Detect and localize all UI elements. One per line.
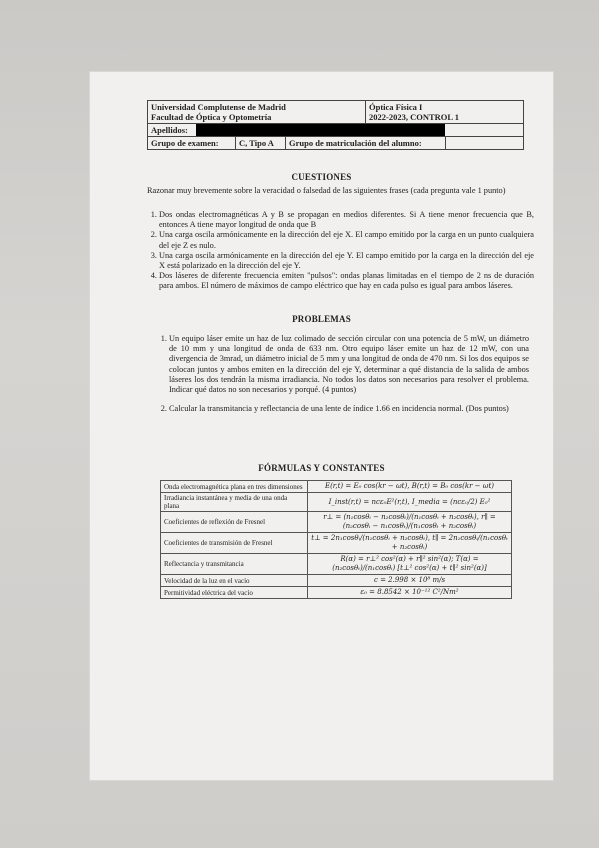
formulas-title: FÓRMULAS Y CONSTANTES xyxy=(258,463,385,473)
formula-row xyxy=(161,587,512,599)
surname-blank xyxy=(445,124,523,136)
formula-value: t⊥ = 2n₁cosθᵢ/(n₁cosθᵢ + n₂cosθₜ), t∥ = 2n₁cosθᵢ/(n₁cosθₜ + n₂cosθᵢ) xyxy=(308,533,512,554)
course-cell xyxy=(366,101,523,123)
formula-value: R(α) = r⊥² cos²(α) + r∥² sin²(α); T(α) = (n₂cosθₜ)/(n₁cosθᵢ) [t⊥² cos²(α) + t∥² sin²(α)] xyxy=(308,554,512,575)
formula-label: Coeficientes de reflexión de Fresnel xyxy=(161,512,308,533)
institution-cell xyxy=(148,101,366,123)
problemas-title: PROBLEMAS xyxy=(292,314,351,324)
formula-value: c = 2.998 × 10⁸ m/s xyxy=(308,575,512,587)
enrollment-label: Grupo de matriculación del alumno: xyxy=(286,137,446,149)
exam-name: 2022-2023, CONTROL 1 xyxy=(369,112,459,122)
exam-sheet xyxy=(90,72,553,780)
cuestion-item: 2. Una carga oscila armónicamente en la dirección del eje X. El campo emitido por la carga en un punto cualquiera del eje Z es nulo. xyxy=(159,230,534,250)
university-name: Universidad Complutense de Madrid xyxy=(151,102,286,112)
problema-item: 2. Calcular la transmitancia y reflectancia de una lente de índice 1.66 en incidencia normal. (Dos puntos) xyxy=(169,404,529,414)
cuestion-item: 1. Dos ondas electromagnéticas A y B se propagan en medios diferentes. Si A tiene menor frecuencia que B, entonces A tiene mayor longitud de onda que B xyxy=(159,210,534,230)
course-name: Óptica Física I xyxy=(369,102,423,112)
formula-label: Velocidad de la luz en el vacío xyxy=(161,575,308,587)
problemas-list xyxy=(157,334,529,423)
formula-label: Reflectancia y transmitancia xyxy=(161,554,308,575)
formula-value: E(r,t) = E₀ cos(kr − ωt), B(r,t) = B₀ cos(kr − ωt) xyxy=(308,481,512,493)
group-label: Grupo de examen: xyxy=(148,137,236,149)
formula-row xyxy=(161,575,512,587)
formula-label: Permitividad eléctrica del vacío xyxy=(161,587,308,599)
formula-row xyxy=(161,512,512,533)
formula-label: Coeficientes de transmisión de Fresnel xyxy=(161,533,308,554)
formulas-table xyxy=(160,480,512,599)
cuestiones-title: CUESTIONES xyxy=(291,172,352,182)
formula-row xyxy=(161,533,512,554)
problema-item: 1. Un equipo láser emite un haz de luz colimado de sección circular con una potencia de 5 mW, un diámetro de 10 mm y una longitud de onda de 633 nm. Otro equipo láser emite un haz de 12 mW, con una divergencia de 3mrad, un diámetro inicial de 5 mm y una longitud de onda de 470 nm. Si los dos equipos se colocan juntos y ambos emiten en la dirección del eje Y, determinar a qué distancia de la salida de ambos láseres los dos tendrán la misma irradiancia. No todos los datos son necesarios para resolver el problema. Indicar qué datos no son necesarios y porqué. (4 puntos) xyxy=(169,334,529,395)
cuestion-item: 3. Una carga oscila armónicamente en la dirección del eje Y. El campo emitido por la carga en la dirección del eje X está polarizado en la dirección del eje Y. xyxy=(159,251,534,271)
enrollment-value xyxy=(446,137,523,149)
cuestiones-intro: Razonar muy brevemente sobre la veracidad o falsedad de las siguientes frases (cada pregunta vale 1 punto) xyxy=(147,186,506,195)
redacted-surname xyxy=(196,124,445,136)
cuestiones-list xyxy=(147,210,534,292)
group-value: C, Tipo A xyxy=(236,137,286,149)
faculty-name: Facultad de Óptica y Optometría xyxy=(151,112,272,122)
formula-label: Onda electromagnética plana en tres dimensiones xyxy=(161,481,308,493)
formula-row xyxy=(161,554,512,575)
header-table xyxy=(147,100,524,150)
formula-label: Irradiancia instantánea y media de una onda plana xyxy=(161,493,308,512)
formula-value: ε₀ = 8.8542 × 10⁻¹² C²/Nm² xyxy=(308,587,512,599)
formula-value: r⊥ = (n₁cosθᵢ − n₂cosθₜ)/(n₁cosθᵢ + n₂cosθₜ), r∥ = (n₂cosθᵢ − n₁cosθₜ)/(n₁cosθₜ + n₂cosθᵢ) xyxy=(308,512,512,533)
formula-row xyxy=(161,481,512,493)
cuestion-item: 4. Dos láseres de diferente frecuencia emiten "pulsos": ondas planas limitadas en el tiempo de 2 ns de duración para ambos. El número de máximos de campo eléctrico que hay en cada pulso es igual para ambos láseres. xyxy=(159,271,534,291)
surname-label: Apellidos: xyxy=(151,125,188,135)
formula-row xyxy=(161,493,512,512)
formula-value: I_inst(r,t) = ncε₀E²(r,t), I_media = (ncε₀/2) E₀² xyxy=(308,493,512,512)
